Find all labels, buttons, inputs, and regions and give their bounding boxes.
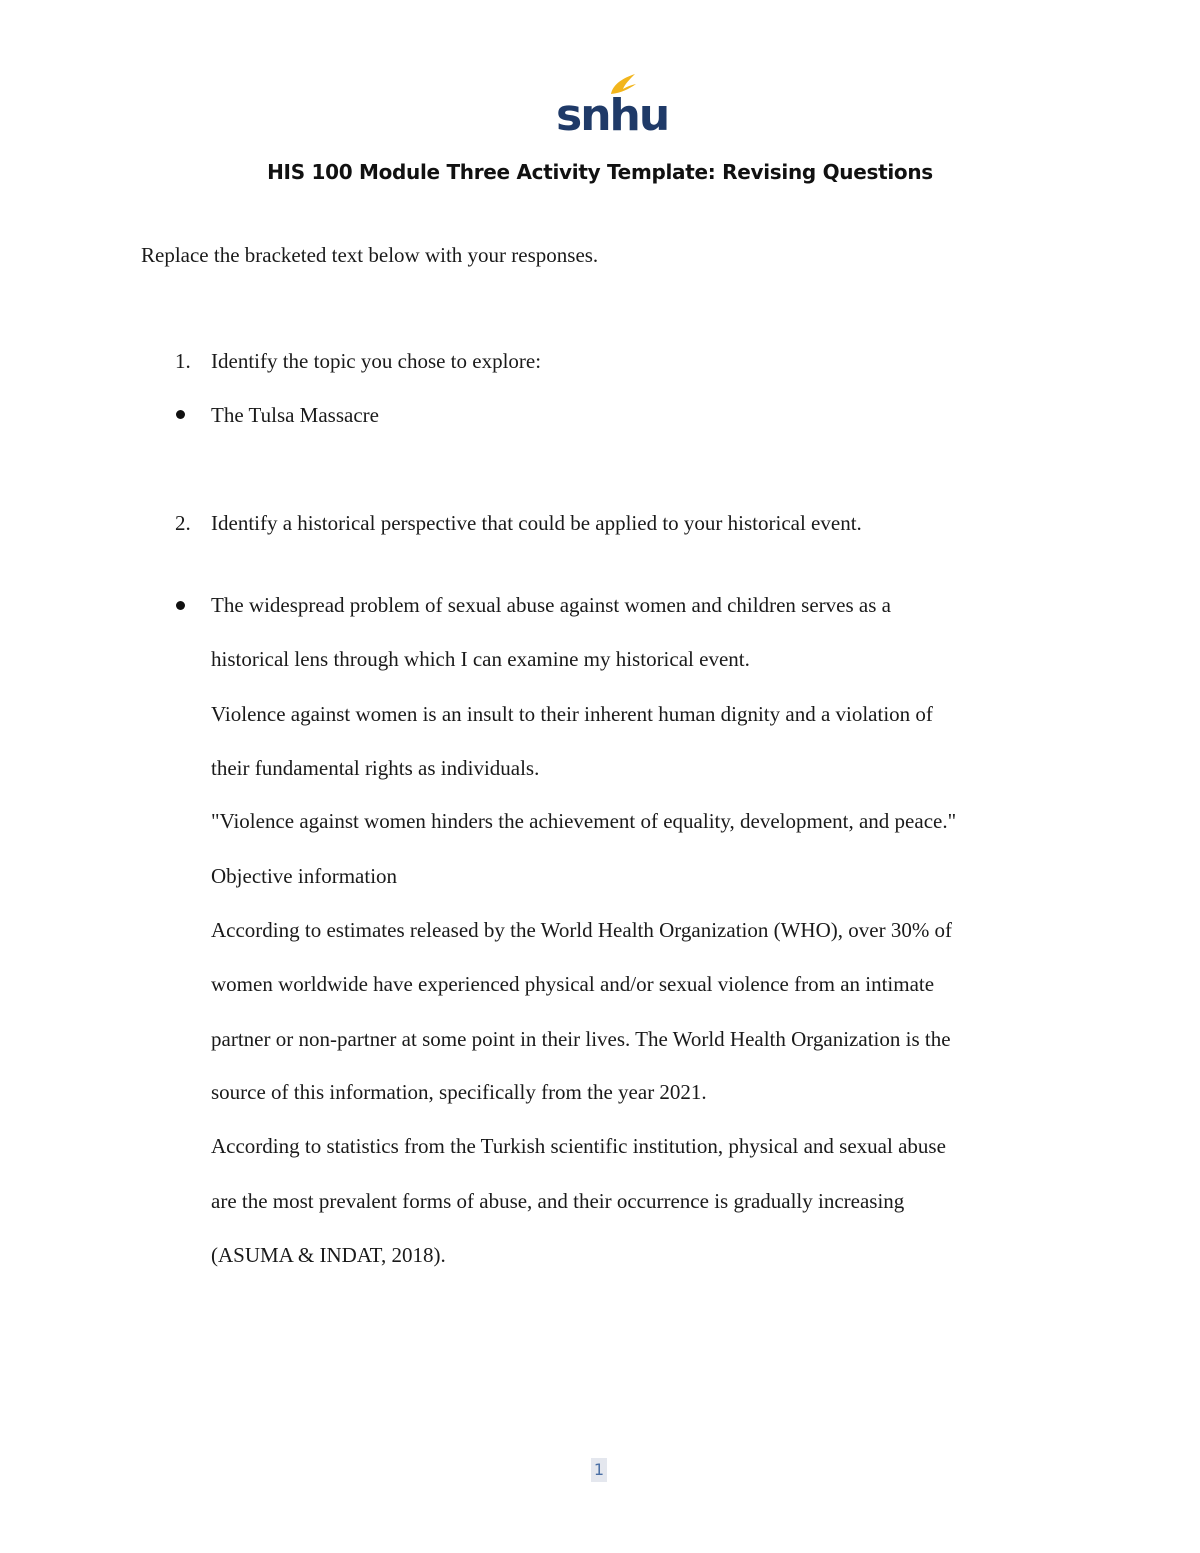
question-2-answer-line: their fundamental rights as individuals. — [211, 756, 540, 780]
question-1-number: 1. — [175, 349, 191, 373]
question-2-prompt: Identify a historical perspective that could be applied to your historical event. — [211, 511, 862, 535]
question-2-answer-line: historical lens through which I can examine my historical event. — [211, 647, 750, 671]
question-2-answer-line: source of this information, specifically from the year 2021. — [211, 1080, 707, 1104]
logo-wordmark: snhu — [556, 90, 669, 141]
question-2-answer-line: partner or non-partner at some point in their lives. The World Health Organization is the — [211, 1027, 951, 1051]
question-2-answer-line: The widespread problem of sexual abuse against women and children serves as a — [211, 593, 891, 617]
question-2-answer-line: (ASUMA & INDAT, 2018). — [211, 1243, 446, 1267]
question-2-answer-line: Objective information — [211, 864, 398, 888]
instruction-text: Replace the bracketed text below with your responses. — [141, 243, 599, 267]
question-2-answer-line: Violence against women is an insult to their inherent human dignity and a violation of — [211, 702, 933, 726]
question-1-answer: The Tulsa Massacre — [211, 403, 379, 427]
bullet-icon — [176, 410, 185, 419]
question-2-number: 2. — [175, 511, 191, 535]
question-1-prompt: Identify the topic you chose to explore: — [211, 349, 542, 373]
question-2-answer-line: are the most prevalent forms of abuse, and their occurrence is gradually increasing — [211, 1189, 905, 1213]
document-title: HIS 100 Module Three Activity Template: Revising Questions — [267, 160, 933, 184]
question-2-answer-line: "Violence against women hinders the achievement of equality, development, and peace." — [211, 809, 957, 833]
question-2-answer-line: According to statistics from the Turkish scientific institution, physical and sexual abuse — [211, 1134, 946, 1158]
question-2-answer-line: women worldwide have experienced physical and/or sexual violence from an intimate — [211, 972, 935, 996]
page-number: 1 — [591, 1458, 607, 1482]
snhu-logo — [553, 72, 669, 141]
bullet-icon — [176, 601, 185, 610]
question-2-answer-line: According to estimates released by the World Health Organization (WHO), over 30% of — [211, 918, 953, 942]
